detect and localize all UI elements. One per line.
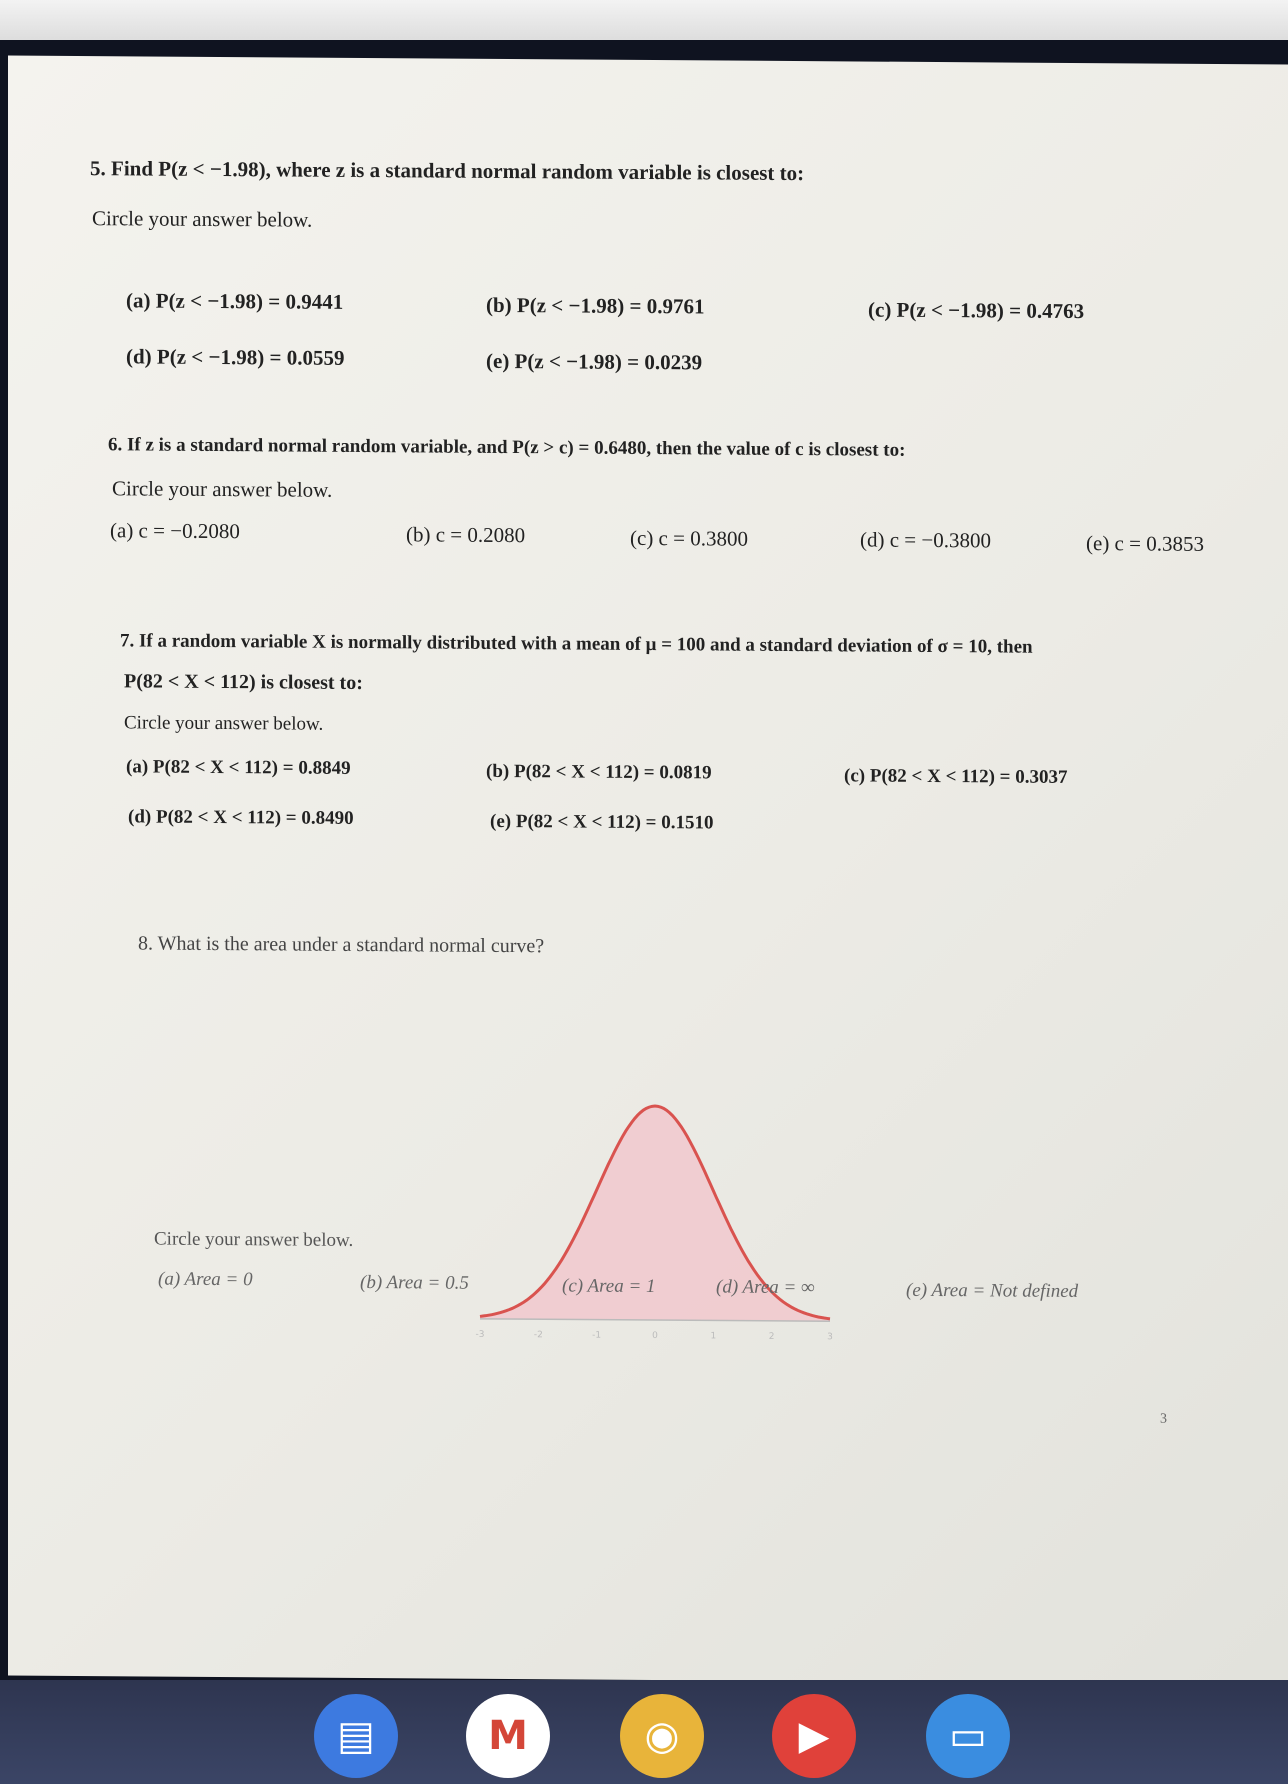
files-icon-glyph: ▭ [949, 1713, 987, 1759]
q5-option-e[interactable]: (e) P(z < −1.98) = 0.0239 [486, 348, 703, 375]
q8-prompt: 8. What is the area under a standard normal curve? [138, 932, 545, 958]
q8-option-c[interactable]: (c) Area = 1 [562, 1275, 656, 1298]
q7-prompt: 7. If a random variable X is normally distributed with a mean of μ = 100 and a standard deviation of σ = 10, then [120, 630, 1033, 658]
gmail-icon-glyph: M [488, 1713, 528, 1759]
q7-option-e[interactable]: (e) P(82 < X < 112) = 0.1510 [490, 810, 714, 834]
q6-circle-instruction: Circle your answer below. [112, 476, 333, 502]
normal-curve-figure [470, 1095, 840, 1348]
q6-option-b[interactable]: (b) c = 0.2080 [406, 522, 526, 548]
youtube-icon-glyph: ▶ [798, 1713, 830, 1759]
q6-option-d[interactable]: (d) c = −0.3800 [860, 527, 991, 553]
chrome-icon-glyph: ◉ [644, 1713, 680, 1759]
q6-option-c[interactable]: (c) c = 0.3800 [630, 525, 748, 551]
q8-circle-instruction: Circle your answer below. [154, 1228, 354, 1251]
q8-option-d[interactable]: (d) Area = ∞ [716, 1276, 815, 1299]
q5-circle-instruction: Circle your answer below. [92, 206, 313, 232]
q7-option-a[interactable]: (a) P(82 < X < 112) = 0.8849 [126, 756, 351, 779]
q7-circle-instruction: Circle your answer below. [124, 712, 324, 735]
q5-option-d[interactable]: (d) P(z < −1.98) = 0.0559 [126, 344, 345, 370]
taskbar-shelf [0, 1680, 1288, 1784]
curve-tick-label: 2 [768, 1331, 775, 1342]
curve-tick-label: -3 [475, 1329, 485, 1340]
q5-option-c[interactable]: (c) P(z < −1.98) = 0.4763 [868, 297, 1085, 324]
q7-option-d[interactable]: (d) P(82 < X < 112) = 0.8490 [128, 806, 354, 829]
files-icon[interactable] [926, 1694, 1010, 1778]
curve-tick-label: -1 [592, 1330, 602, 1341]
q8-option-b[interactable]: (b) Area = 0.5 [360, 1271, 469, 1294]
q5-prompt: 5. Find P(z < −1.98), where z is a standard normal random variable is closest to: [90, 156, 805, 186]
chrome-icon[interactable] [620, 1694, 704, 1778]
q8-option-a[interactable]: (a) Area = 0 [158, 1268, 253, 1291]
youtube-icon[interactable] [772, 1694, 856, 1778]
q5-option-a[interactable]: (a) P(z < −1.98) = 0.9441 [126, 288, 344, 314]
q7-prompt-line2: P(82 < X < 112) is closest to: [124, 670, 363, 695]
q5-option-b[interactable]: (b) P(z < −1.98) = 0.9761 [486, 292, 705, 319]
curve-tick-label: 0 [652, 1331, 658, 1342]
q7-option-b[interactable]: (b) P(82 < X < 112) = 0.0819 [486, 760, 712, 784]
curve-tick-label: -2 [533, 1330, 543, 1341]
curve-tick-label: 1 [710, 1331, 717, 1342]
q8-option-e[interactable]: (e) Area = Not defined [906, 1279, 1079, 1303]
gmail-icon[interactable] [466, 1694, 550, 1778]
worksheet-page [8, 56, 1288, 1685]
q6-option-a[interactable]: (a) c = −0.2080 [110, 518, 240, 544]
q6-option-e[interactable]: (e) c = 0.3853 [1086, 531, 1204, 556]
docs-icon-glyph: ▤ [337, 1713, 375, 1759]
curve-tick-label: 3 [827, 1332, 833, 1343]
docs-icon[interactable] [314, 1694, 398, 1778]
q6-prompt: 6. If z is a standard normal random variable, and P(z > c) = 0.6480, then the value of c is closest to: [108, 434, 906, 461]
page-number: 3 [1160, 1411, 1167, 1427]
q7-option-c[interactable]: (c) P(82 < X < 112) = 0.3037 [844, 765, 1068, 788]
